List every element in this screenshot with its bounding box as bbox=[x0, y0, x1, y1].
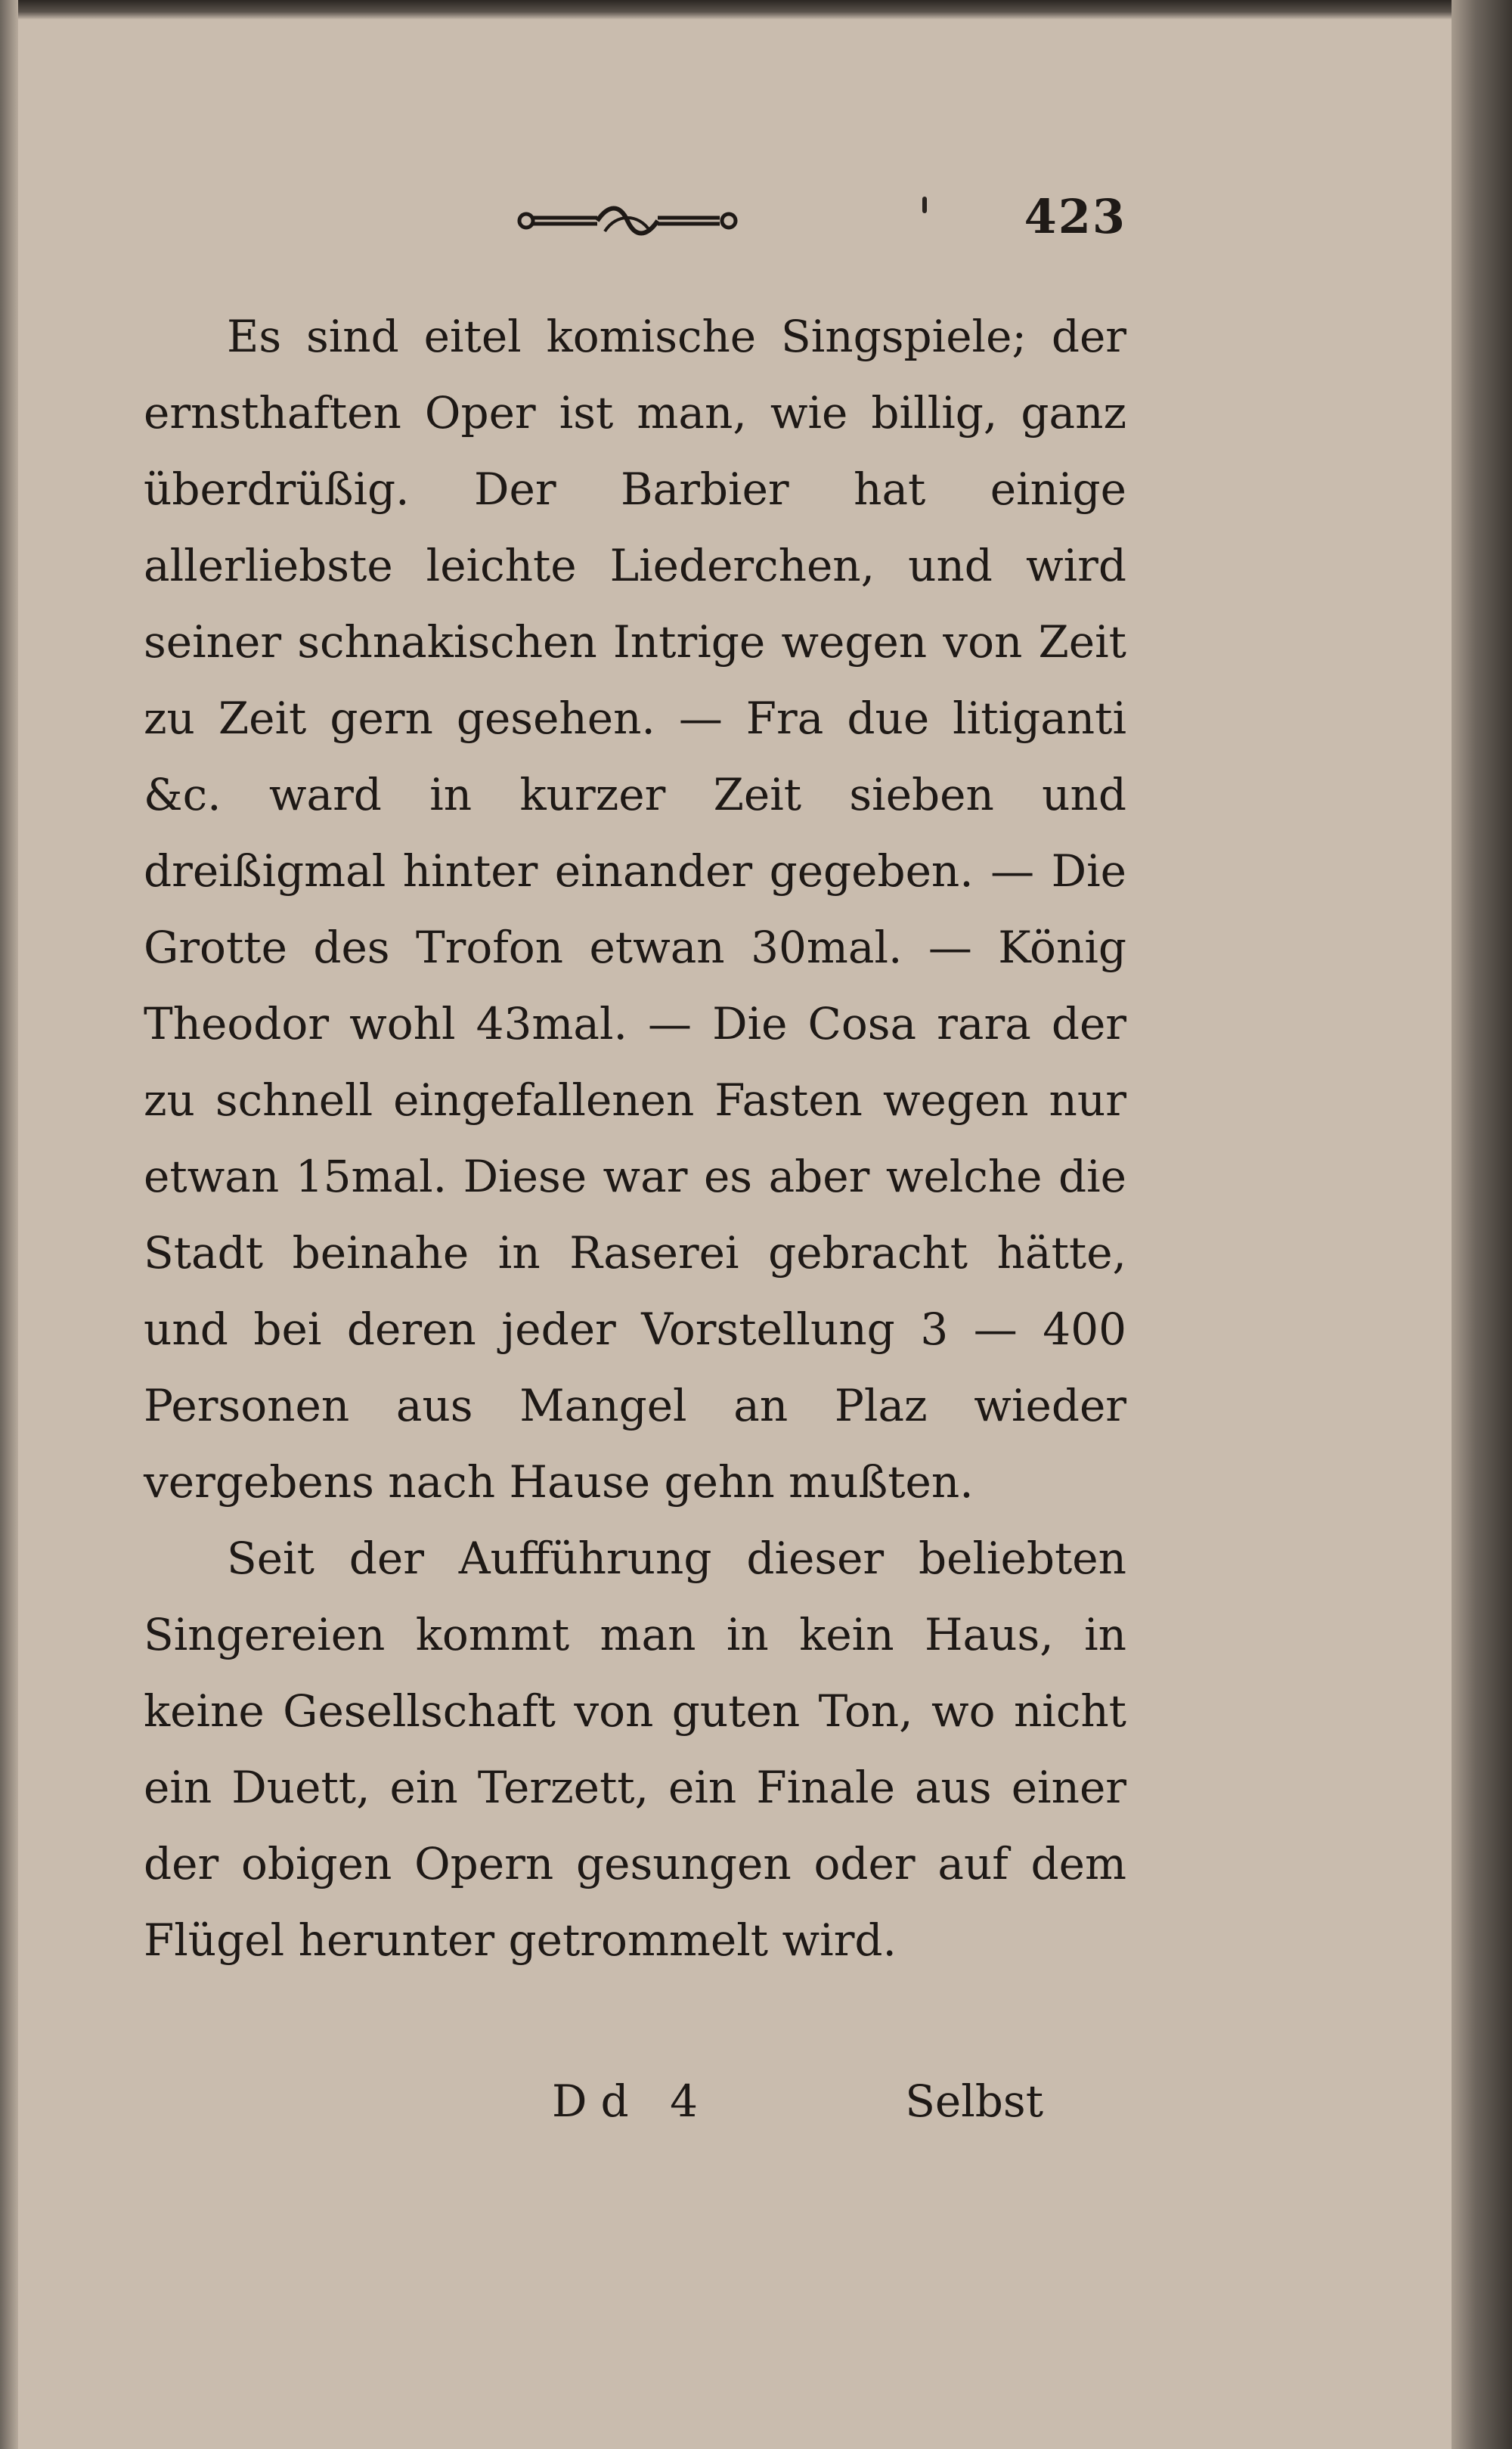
ink-speck bbox=[922, 197, 927, 213]
page-footer bbox=[144, 2075, 1126, 2144]
page-top-edge bbox=[0, 0, 1512, 20]
paragraph-2 bbox=[144, 1521, 1126, 1979]
page-right-edge bbox=[1452, 0, 1512, 2449]
page-left-edge bbox=[0, 0, 18, 2449]
page-number: 423 bbox=[1024, 189, 1126, 244]
running-header bbox=[144, 189, 1126, 257]
body-text bbox=[144, 299, 1126, 1979]
signature-mark: Dd 4 bbox=[552, 2075, 711, 2127]
ornament-rule-icon bbox=[514, 198, 741, 243]
paragraph-1 bbox=[144, 299, 1126, 1521]
paragraph-2-text: Seit der Aufführung dieser beliebten Singereien kommt man in kein Haus, in keine Gesellschaft von guten Ton, wo nicht ein Duett, ein Terzett, ein Finale aus einer der obigen Opern gesungen oder auf dem Flügel herunter getrommelt wird. bbox=[144, 1533, 1126, 1966]
paragraph-1-text: Es sind eitel komische Singspiele; der ernsthaften Oper ist man, wie billig, ganz überdrüßig. Der Barbier hat einige allerliebste leichte Liederchen, und wird seiner schnakischen Intrige wegen von Zeit zu Zeit gern gesehen. — Fra due litiganti &c. ward in kurzer Zeit sieben und dreißigmal hinter einander gegeben. — Die Grotte des Trofon etwan 30mal. — König Theodor wohl 43mal. — Die Cosa rara der zu schnell eingefallenen Fasten wegen nur etwan 15mal. Diese war es aber welche die Stadt beinahe in Raserei gebracht hätte, und bei deren jeder Vorstellung 3 — 400 Personen aus Mangel an Plaz wieder vergebens nach Hause gehn mußten. bbox=[144, 311, 1126, 1508]
catchword: Selbst bbox=[905, 2075, 1043, 2127]
